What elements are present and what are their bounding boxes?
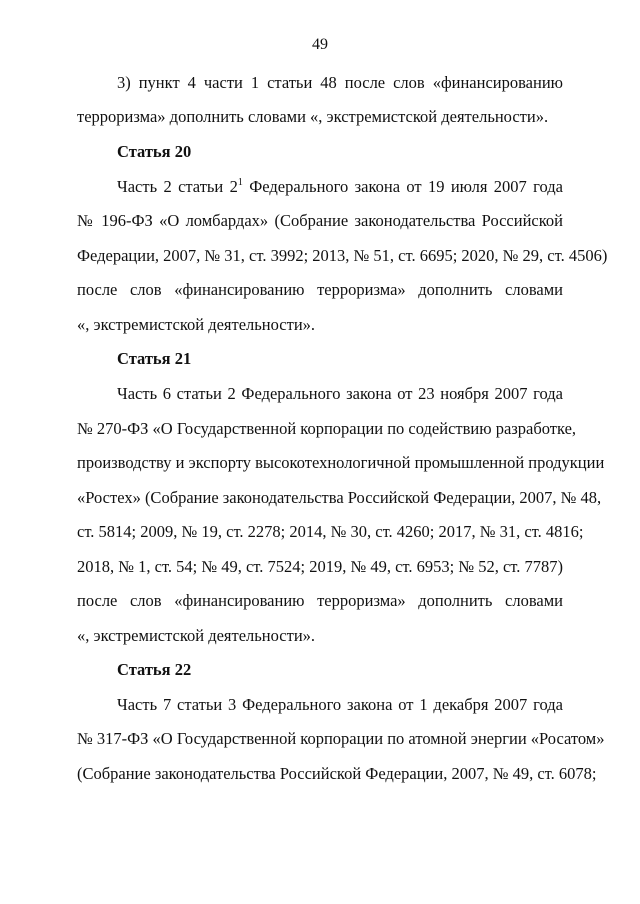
text-line: после слов «финансированию терроризма» дополнить словами — [77, 591, 563, 610]
text-line: ст. 5814; 2009, № 19, ст. 2278; 2014, № 30, ст. 4260; 2017, № 31, ст. 4816; — [77, 522, 584, 541]
text-line: Часть 7 статьи 3 Федерального закона от 1 декабря 2007 года — [117, 695, 563, 714]
text-line: «Ростех» (Собрание законодательства Российской Федерации, 2007, № 48, — [77, 488, 602, 507]
text-line: № 270-ФЗ «О Государственной корпорации по содействию разработке, — [77, 419, 577, 438]
text-line — [117, 176, 563, 198]
text-line: производству и экспорту высокотехнологичной промышленной продукции — [77, 453, 605, 472]
text-line: (Собрание законодательства Российской Федерации, 2007, № 49, ст. 6078; — [77, 764, 597, 783]
text-line: № 317-ФЗ «О Государственной корпорации по атомной энергии «Росатом» — [77, 729, 605, 748]
text-line: Федерации, 2007, № 31, ст. 3992; 2013, № 51, ст. 6695; 2020, № 29, ст. 4506) — [77, 246, 608, 265]
article-heading-20: Статья 20 — [117, 142, 192, 161]
text-fragment: Федерального закона от 19 июля 2007 года — [242, 177, 563, 196]
superscript: 1 — [237, 177, 243, 188]
text-line: Часть 6 статьи 2 Федерального закона от 23 ноября 2007 года — [117, 384, 563, 403]
text-line: «, экстремистской деятельности». — [77, 626, 316, 645]
page-number: 49 — [312, 36, 328, 53]
text-fragment: Часть 2 статьи 2 — [117, 177, 238, 196]
text-line: терроризма» дополнить словами «, экстремистской деятельности». — [77, 107, 549, 126]
text-line: после слов «финансированию терроризма» дополнить словами — [77, 280, 563, 299]
article-heading-21: Статья 21 — [117, 349, 192, 368]
text-line: 2018, № 1, ст. 54; № 49, ст. 7524; 2019, № 49, ст. 6953; № 52, ст. 7787) — [77, 557, 564, 576]
text-line: № 196-ФЗ «О ломбардах» (Собрание законодательства Российской — [77, 211, 563, 230]
text-line: 3) пункт 4 части 1 статьи 48 после слов «финансированию — [117, 73, 563, 92]
article-heading-22: Статья 22 — [117, 660, 192, 679]
text-line: «, экстремистской деятельности». — [77, 315, 316, 334]
